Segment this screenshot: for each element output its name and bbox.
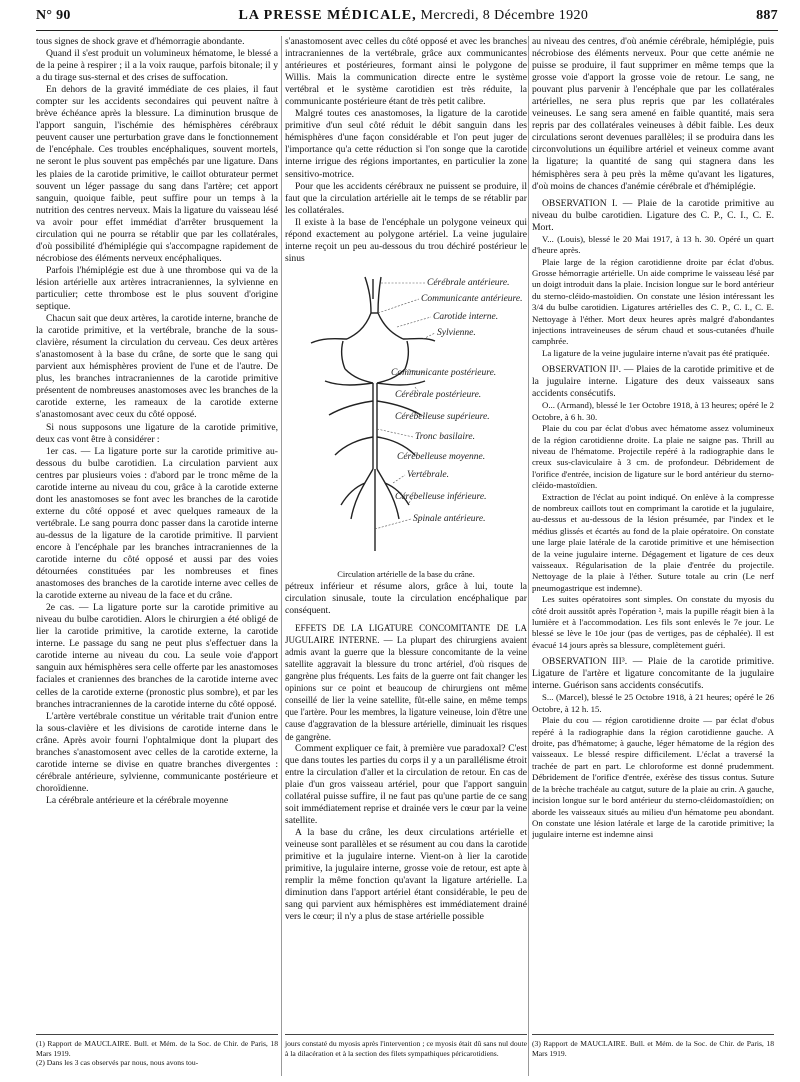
paragraph: Plaie du cou — région carotidienne droite — par éclat d'obus repéré à la radiographie dans la région carotidienne gauche. A droite, pas d'hématome; à gauche, léger hématome de la région des vaisseaux. Le blessé respire difficilement. L'éclat a traversé la trachée de part en part. Le chloroforme est donné prudemment. Débridement de l'orifice d'entrée, exérèse des tissus contus. Suture de la brèche trachéale au catgut, suture de la plaie au crin. A gauche, incision longue sur le bord antérieur du sterno-cléidomastoïdien; on aborde les vaisseaux situés au milieu d'un hématome peu abondant. On constate une lésion latérale et large de la carotide primitive; la jugulaire interne est indemne ainsi <box>532 715 774 840</box>
issue-number: N° 90 <box>36 8 71 23</box>
issue-date: Mercredi, 8 Décembre 1920 <box>420 8 589 23</box>
figure-label: Spinale antérieure. <box>413 513 486 524</box>
figure-label: Sylvienne. <box>437 327 476 338</box>
paragraph: au niveau des centres, d'où anémie cérébrale, hémiplégie, puis nécrobiose des éléments nerveux. Pour que cette anémie ne puisse se produire, il faut supprimer en même temps que la grosse voie d'apport la grosse voie de retour. Le sang, ne pouvant plus parvenir à l'encéphale que par les collatérales artérielles, ne sera plus repris que par les collatérales veineuses. Le sang sera amené en faible quantité, mais sera repris par des collatérales veineuses à débit faible. Les deux circulations seront devenues parallèles; il se produira dans les circonvolutions un équilibre artériel et veineux comme avant la ligature; la quantité de sang qui stagnera dans les hémisphères sera à peu près la même qu'avant les ligatures, d'où moins de chances d'anémie cérébrale et d'hémiplégie. <box>532 36 774 192</box>
paragraph: Extraction de l'éclat au point indiqué. On enlève à la compresse de nombreux caillots tout en comprimant la carotide et la jugulaire, au-dessus et au-dessous de la lésion présumée, par l'index et le médius glissés et écartés au fond de la plaie opératoire. On constate une large plaie latérale de la carotide primitive et une hémisection de la veine jugulaire interne. Dégagement et ligature de ces deux vaisseaux. Régularisation de la plaie d'entrée du projectile. Nettoyage de la plaie à l'éther. Suture totale au crin (Le nerf pneumogastrique est indemne). <box>532 491 774 593</box>
figure-label: Cérébrale antérieure. <box>427 277 510 288</box>
paragraph: Comment expliquer ce fait, à première vue paradoxal? C'est que dans toutes les parties du corps il y a un parallélisme étroit entre la circulation d'aller et la circulation de retour. En cas de plaie d'un gros vaisseau artériel, pour que l'apport sanguin collatéral puisse suffire, il ne faut pas qu'une partie de ce sang soit immédiatement reprise et drainée vers le cœur par la veine satellite. <box>285 742 527 826</box>
figure-label: Cérébelleuse inférieure. <box>395 491 487 502</box>
paragraph: La cérébrale antérieure et la cérébrale moyenne <box>46 794 229 806</box>
footnote: (2) Dans les 3 cas observés par nous, nous avons tou- <box>36 1058 199 1068</box>
figure-label: Vertébrale. <box>407 469 449 480</box>
paragraph: Plaie large de la région carotidienne droite par éclat d'obus. Grosse hémorragie artérielle. Un aide comprime le vaisseau lésé par un doigt introduit dans la plaie. Incision longue sur le bord antérieur du sterno-cléido-mastoïdien. On constate une lésion intéressant les 3/4 du bulbe carotidien. Ligatures artérielles des C. P., C. I., C. E. Nettoyage à l'éther. Mort deux heures après malgré d'abondantes injections intraveineuses de sérum chaud et sous-cutanées d'huile camphrée. <box>532 256 774 347</box>
observation-heading: OBSERVATION II¹. — Plaies de la carotide primitive et de la jugulaire interne. Ligature des deux vaisseaux sans accidents consécutifs. <box>532 364 774 400</box>
observation-heading: OBSERVATION III³. — Plaie de la carotide primitive. Ligature de l'artère et ligature concomitante de la jugulaire interne. Guérison sans accidents consécutifs. <box>532 656 774 692</box>
column-2 <box>285 36 527 1031</box>
page-header <box>36 8 778 31</box>
paragraph: pétreux inférieur et résume alors, grâce à lui, toute la circulation sinusale, toute la circulation encéphalique par conséquent. <box>285 580 527 617</box>
section-heading-paragraph: EFFETS DE LA LIGATURE CONCOMITANTE DE LA JUGULAIRE INTERNE. — La plupart des chirurgiens avaient admis avant la guerre que la blessure concomitante de la veine satellite aggravait la blessure du tronc artériel, d'où risques de gangrène plus fréquents. Les faits de la guerre ont fait changer les opinions sur ce point et beaucoup de chirurgiens ont même conseillé de lier la veine satellite, fût-elle saine, en même temps que l'artère. Pour les membres, la ligature veineuse, loin d'être une cause d'aggravation de la blessure artérielle, diminuait les risques de gangrène. <box>285 623 527 742</box>
figure-caption: Circulation artérielle de la base du crâne. <box>337 569 475 579</box>
column-rule-right <box>528 36 529 1076</box>
footnote: (3) Rapport de MAUCLAIRE. Bull. et Mém. de la Soc. de Chir. de Paris, 18 Mars 1919. <box>532 1039 774 1058</box>
arterial-diagram-figure <box>285 269 527 569</box>
footnotes-column-3 <box>532 1034 774 1058</box>
paragraph: O... (Armand), blessé le 1er Octobre 1918, à 13 heures; opéré le 2 Octobre, à 6 h. 30. <box>532 400 774 422</box>
paragraph: Pour que les accidents cérébraux ne puissent se produire, il faut que la circulation artérielle ait le temps de se rétablir par les collatérales. <box>285 180 527 216</box>
footnote: jours constaté du myosis après l'intervention ; ce myosis était dû sans nul doute à la dilacération et à la section des filets sympathiques péricarotidiens. <box>285 1039 527 1058</box>
figure-label: Communicante postérieure. <box>391 367 497 378</box>
paragraph: En dehors de la gravité immédiate de ces plaies, il faut compter sur les accidents secondaires qui peuvent naître à brève échéance après la blessure. La diminution brusque de l'apport sanguin, l'ischémie des hémisphères cérébraux peuvent causer une perturbation grave dans le fonctionnement de l'encéphale. Ces troubles encéphaliques, souvent mortels, ne seront le plus souvent pas empêchés par une ligature. Dans les plaies de la carotide primitive, le caillot obturateur permet souvent un léger passage du sang dans l'artère; cet apport sanguin, quoique faible, peut suffire pour un temps à la nutrition des centres nerveux. Mais la ligature du vaisseau lésé va avoir pour effet immédiat d'arrêter brusquement la circulation qui ne pourra se rétablir que par les collatérales, d'où possibilité d'hémiplégie qui s'accompagne rapidement de nécrobiose des éléments nerveux encéphaliques. <box>36 84 278 264</box>
footnotes-column-1 <box>36 1034 278 1068</box>
page-folio: 887 <box>756 8 778 23</box>
figure-label: Carotide interne. <box>433 311 499 322</box>
figure-label: Cérébelleuse moyenne. <box>397 451 486 462</box>
footnote: (1) Rapport de MAUCLAIRE. Bull. et Mém. de la Soc. de Chir. de Paris, 18 Mars 1919. <box>36 1039 278 1058</box>
paragraph: tous signes de shock grave et d'hémorragie abondante. <box>36 36 245 47</box>
paragraph: Si nous supposons une ligature de la carotide primitive, deux cas vont être à considérer : <box>36 421 278 445</box>
paragraph: Malgré toutes ces anastomoses, la ligature de la carotide primitive d'un seul côté réduit le débit sanguin dans les hémisphères d'une façon considérable et l'on peut juger de l'importance qu'a cette réduction si l'on songe que la carotide interne irrigue des régions importantes, en particulier la zone sensitivo-motrice. <box>285 108 527 180</box>
paragraph: La ligature de la veine jugulaire interne n'avait pas été pratiquée. <box>542 347 770 358</box>
paragraph: Les suites opératoires sont simples. On constate du myosis du côté droit aussitôt après l'opération ², mais la pupille réagit bien à la lumière et à l'accommodation. Les fils sont enlevés le 7e jour. Le blessé se lève le 10e jour (pas de vertiges, pas de céphalée). Il est évacué 14 jours après sa blessure, complètement guéri. <box>532 594 774 650</box>
paragraph: Parfois l'hémiplégie est due à une thrombose qui va de la lésion artérielle aux artères intracraniennes, la sylvienne en particulier; cette thrombose est le plus souvent d'origine septique. <box>36 264 278 313</box>
column-rule-left <box>281 36 282 1076</box>
paragraph: Chacun sait que deux artères, la carotide interne, branche de la carotide primitive, et la vertébrale, branche de la sous-clavière, résument la circulation du cerveau. Ces deux artères s'anastomosent à la base du crâne, de sorte que le sang qui parvient aux hémisphères provient de l'une et de l'autre. De plus, les branches intracraniennes de la carotide primitive présentent de nombreuses anastomoses avec les branches de la carotide externe, les rameaux de la carotide externe s'anastomosant avec ceux du côté opposé. <box>36 313 278 421</box>
paragraph: Plaie du cou par éclat d'obus avec hématome assez volumineux de la région carotidienne droite. La plaie ne saigne pas. Thrill au niveau de l'hématome. Projectile repéré à la radiographie dans le creux sus-claviculaire à 3 cm. de profondeur. Débridement de l'orifice d'entrée, incision de ligature sur le bord antérieur du sterno-cléido-mastoïdien. <box>532 423 774 491</box>
journal-name: LA PRESSE MÉDICALE, <box>238 8 417 23</box>
paragraph: L'artère vertébrale constitue un véritable trait d'union entre la sous-clavière et les divisions de carotide interne dans le crâne. Après avoir fourni l'ophtalmique dont la plupart des branches s'anastomosent avec celles de la carotide externe, la carotide interne se divise en quatre branches divergentes : cérébrale antérieure, sylvienne, communicante postérieure et choroïdienne. <box>36 710 278 794</box>
paragraph: 1er cas. — La ligature porte sur la carotide primitive au-dessous du bulbe carotidien. La circulation parvient aux centres par plusieurs voies : d'abord par le tronc même de la carotide interne au niveau du cou, grâce à la carotide externe dont les anastomoses se font avec les branches de la carotide externe du côté opposé et avec quelques rameaux de la vertébrale. Le sang pourra donc passer dans la carotide interne au-dessus de la ligature de la carotide primitive. Il parvient encore à l'encéphale par les branches intracraniennes de la carotide interne du côté opposé et aussi par des voies détournées constituées par les nombreuses et fines anastomoses des branches de la carotide interne avec celles de la carotide externe au niveau de la face et du crâne. <box>36 445 278 602</box>
paragraph: s'anastomosent avec celles du côté opposé et avec les branches intracraniennes de la vertébrale, grâce aux communicantes antérieures et postérieures, formant ainsi le polygone de Willis. Mais la communication directe entre le système vertébral et le système carotidien est très réduite, la communicante postérieure étant de très petit calibre. <box>285 36 527 108</box>
paragraph: V... (Louis), blessé le 20 Mai 1917, à 13 h. 30. Opéré un quart d'heure après. <box>532 233 774 256</box>
column-3 <box>532 36 774 1031</box>
figure-label: Tronc basilaire. <box>415 431 475 442</box>
paragraph: 2e cas. — La ligature porte sur la carotide primitive au niveau du bulbe carotidien. Alors le chirurgien a été obligé de lier la carotide primitive, la carotide externe, la carotide interne. Le passage du sang ne peut plus s'effectuer dans la carotide interne au niveau du cou. La seule voie d'apport sanguin aux hémisphères sera celle offerte par les anastomoses faciales et craniennes des branches de la carotide interne avec celles de la carotide externe (pronostic plus sombre), et par les branches intracraniennes de la carotide interne du côté opposé. <box>36 602 278 710</box>
paragraph: A la base du crâne, les deux circulations artérielle et veineuse sont parallèles et se résument au cou dans la carotide primitive et la jugulaire interne. Vient-on à lier la carotide primitive, la jugulaire interne, grosse voie de retour, est apte à remplir la même fonction qu'avant la ligature artérielle. La diminution dans l'apport artériel étant considérable, le peu de sang qui parvient aux hémisphères est immédiatement drainé vers le cœur; il n'y a plus de stase artérielle possible <box>285 826 527 923</box>
figure-label: Cérébelleuse supérieure. <box>395 411 490 422</box>
paragraph: Il existe à la base de l'encéphale un polygone veineux qui répond exactement au polygone artériel. La veine jugulaire interne reçoit un peu au-dessous du trou déchiré postérieur le sinus <box>285 216 527 264</box>
observation-heading: OBSERVATION I. — Plaie de la carotide primitive au niveau du bulbe carotidien. Ligature des C. P., C. I., C. E. Mort. <box>532 197 774 233</box>
figure-label: Communicante antérieure. <box>421 293 523 304</box>
footnotes-column-2 <box>285 1034 527 1058</box>
paragraph: S... (Marcel), blessé le 25 Octobre 1918, à 21 heures; opéré le 26 Octobre, à 12 h. 15. <box>532 692 774 714</box>
figure-label: Cérébrale postérieure. <box>395 389 482 400</box>
running-title <box>238 8 588 24</box>
paragraph: Quand il s'est produit un volumineux hématome, le blessé a de la peine à respirer ; il a la voix rauque, parfois bitonale; il y a du tirage sus-sternal et des crises de suffocation. <box>36 48 278 84</box>
column-1 <box>36 36 278 1031</box>
